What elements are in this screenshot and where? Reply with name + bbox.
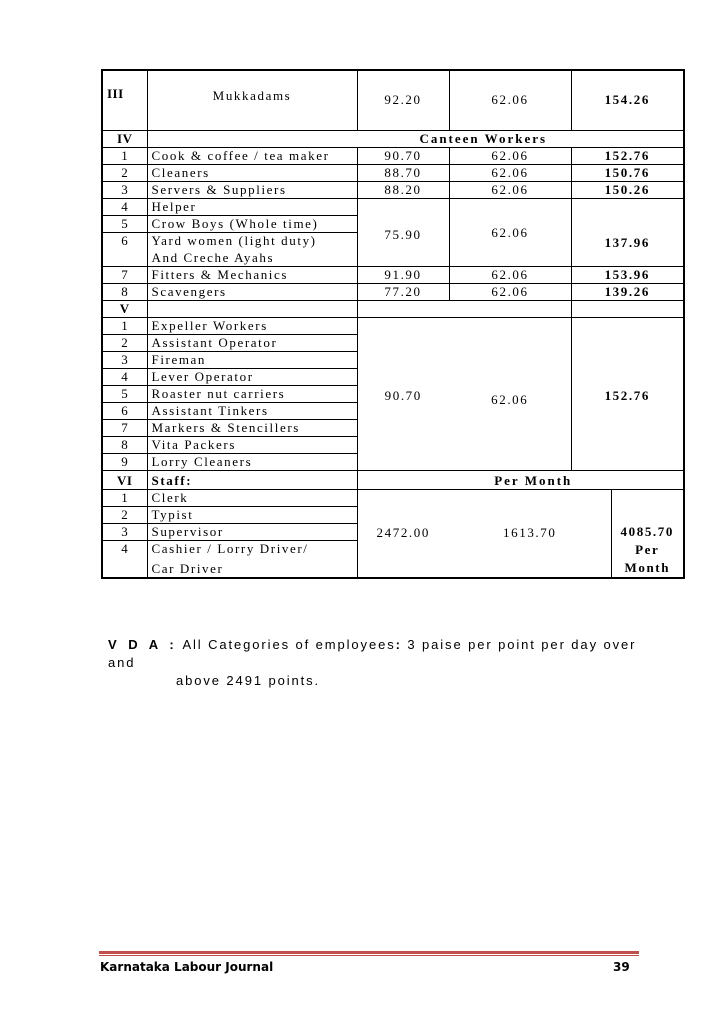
row-label: Assistant Operator — [147, 335, 357, 352]
footer-rule — [99, 951, 639, 954]
da-value: 1613.70 — [449, 490, 611, 579]
section-title: Per Month — [357, 471, 684, 490]
section-number: IV — [102, 131, 147, 148]
row-number: 3 — [102, 182, 147, 199]
row-label: Lorry Cleaners — [147, 454, 357, 471]
row-label: Yard women (light duty) — [147, 233, 357, 250]
basic-value: 77.20 — [357, 284, 449, 301]
table-row — [102, 182, 684, 199]
total-value: 152.76 — [571, 318, 684, 471]
da-value: 62.06 — [449, 182, 571, 199]
total-value: 150.76 — [571, 165, 684, 182]
footer-rule-thin — [99, 955, 639, 956]
section-values-empty — [357, 301, 571, 318]
row-number: 1 — [102, 318, 147, 335]
section-label-empty — [147, 301, 357, 318]
section-number: V — [102, 301, 147, 318]
row-number: III — [102, 70, 147, 131]
row-label: Supervisor — [147, 524, 357, 541]
row-label: Lever Operator — [147, 369, 357, 386]
section-header-VI — [102, 471, 684, 490]
row-number: 2 — [102, 335, 147, 352]
vda-colon: : — [395, 637, 402, 652]
basic-value: 88.70 — [357, 165, 449, 182]
section-total-empty — [571, 301, 684, 318]
total-amount: 4085.70 — [620, 524, 674, 539]
row-number: 2 — [102, 507, 147, 524]
da-value: 62.06 — [449, 70, 571, 131]
row-number: 5 — [102, 216, 147, 233]
row-number: 3 — [102, 524, 147, 541]
total-value: 150.26 — [571, 182, 684, 199]
row-label: Mukkadams — [147, 70, 357, 131]
row-label: Fireman — [147, 352, 357, 369]
section-number: VI — [102, 471, 147, 490]
table-row — [102, 490, 684, 507]
row-label: Assistant Tinkers — [147, 403, 357, 420]
basic-value: 88.20 — [357, 182, 449, 199]
total-value: 139.26 — [571, 284, 684, 301]
total-per: Per — [635, 542, 660, 557]
row-label: Crow Boys (Whole time) — [147, 216, 357, 233]
row-number: 1 — [102, 148, 147, 165]
row-number: 4 — [102, 369, 147, 386]
da-value: 62.06 — [449, 318, 571, 471]
total-value: 137.96 — [571, 199, 684, 267]
table-row — [102, 165, 684, 182]
basic-value: 2472.00 — [357, 490, 449, 579]
row-number: 4 — [102, 541, 147, 579]
row-number: 4 — [102, 199, 147, 216]
total-value: 153.96 — [571, 267, 684, 284]
table-row — [102, 318, 684, 335]
row-label: Markers & Stencillers — [147, 420, 357, 437]
vda-note — [108, 636, 668, 690]
vda-label: V D A : — [108, 637, 178, 652]
table-row — [102, 284, 684, 301]
row-number: 3 — [102, 352, 147, 369]
row-label: Cook & coffee / tea maker — [147, 148, 357, 165]
table-row — [102, 199, 684, 216]
row-number: 7 — [102, 420, 147, 437]
basic-value: 90.70 — [357, 148, 449, 165]
row-number: 9 — [102, 454, 147, 471]
row-label: Expeller Workers — [147, 318, 357, 335]
row-label: Fitters & Mechanics — [147, 267, 357, 284]
row-number: 6 — [102, 403, 147, 420]
row-label: Cleaners — [147, 165, 357, 182]
da-value: 62.06 — [449, 165, 571, 182]
row-label: Helper — [147, 199, 357, 216]
da-value: 62.06 — [449, 267, 571, 284]
row-label: Servers & Suppliers — [147, 182, 357, 199]
table-row-III — [102, 70, 684, 131]
footer-journal-title: Karnataka Labour Journal — [100, 960, 274, 974]
footer-page-number: 39 — [613, 960, 630, 974]
row-label: Vita Packers — [147, 437, 357, 454]
table-row — [102, 148, 684, 165]
section-header-V — [102, 301, 684, 318]
row-label-continued: And Creche Ayahs — [147, 250, 357, 267]
row-number: 2 — [102, 165, 147, 182]
da-value: 62.06 — [449, 284, 571, 301]
row-number: 8 — [102, 437, 147, 454]
basic-value: 91.90 — [357, 267, 449, 284]
row-number: 8 — [102, 284, 147, 301]
vda-text-second-line: above 2491 points. — [176, 673, 321, 688]
total-value: 152.76 — [571, 148, 684, 165]
row-label: Clerk — [147, 490, 357, 507]
total-value — [611, 490, 684, 579]
basic-value: 92.20 — [357, 70, 449, 131]
row-label-continued: Car Driver — [147, 561, 357, 578]
table-row — [102, 267, 684, 284]
row-number: 1 — [102, 490, 147, 507]
section-title: Canteen Workers — [147, 131, 684, 148]
section-header-IV — [102, 131, 684, 148]
total-value: 154.26 — [571, 70, 684, 131]
row-label: Scavengers — [147, 284, 357, 301]
row-label: Typist — [147, 507, 357, 524]
row-label: Cashier / Lorry Driver/ — [147, 541, 357, 562]
da-value: 62.06 — [449, 148, 571, 165]
row-number: 7 — [102, 267, 147, 284]
total-month: Month — [624, 560, 671, 575]
basic-value: 90.70 — [357, 318, 449, 471]
section-label: Staff: — [147, 471, 357, 490]
da-value: 62.06 — [449, 199, 571, 267]
row-label: Roaster nut carriers — [147, 386, 357, 403]
row-number: 6 — [102, 233, 147, 267]
basic-value: 75.90 — [357, 199, 449, 267]
wage-table — [101, 69, 685, 579]
row-number: 5 — [102, 386, 147, 403]
vda-text-continued: 3 paise per point per day over and — [108, 637, 637, 670]
vda-text: All Categories of employees — [182, 637, 396, 652]
